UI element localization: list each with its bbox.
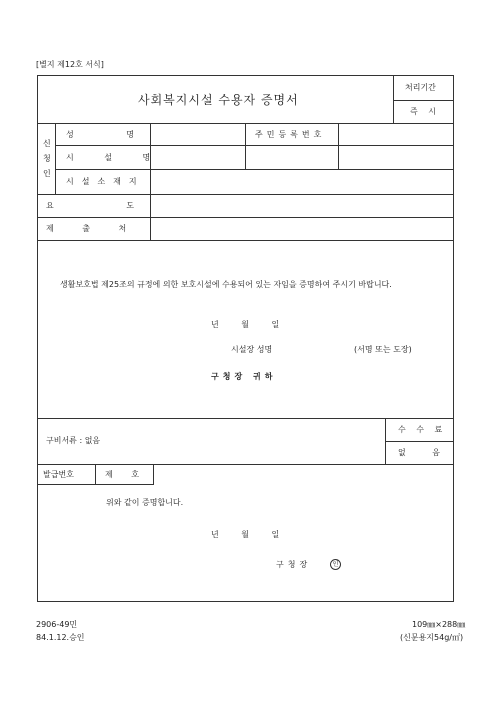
processing-divider [393, 75, 394, 123]
id-label-right-divider [338, 123, 339, 169]
applicant-label-3: 인 [43, 169, 51, 178]
rule-submit-bottom [37, 240, 454, 241]
request-statement: 생활보호법 제25조의 규정에 의한 보호시설에 수용되어 있는 자임을 증명하여 주시기 바랍니다. [60, 280, 392, 289]
form-number-label: [별지 제12호 서식] [36, 60, 104, 69]
rule-applicant-bottom [37, 194, 454, 195]
name-label: 성 명 [66, 130, 134, 139]
processing-period-label: 처리기간 [405, 83, 436, 92]
applicant-label-1: 신 [43, 139, 51, 148]
label-column-divider [150, 123, 151, 240]
rule-documents-bottom [37, 464, 454, 465]
rule-facility-bottom [55, 169, 454, 170]
applicant-label-2: 청 [43, 154, 51, 163]
facility-address-label: 시설소재지 [66, 177, 145, 186]
document-title: 사회복지시설 수용자 증명서 [138, 93, 299, 107]
issue-number-divider [95, 464, 96, 484]
issuer-title: 구청장 [276, 560, 312, 569]
id-label-left-divider [245, 123, 246, 169]
approval-date: 84.1.12.승인 [36, 633, 85, 642]
issue-date: 년 월 일 [211, 530, 280, 539]
required-documents: 구비서류 : 없음 [46, 436, 101, 445]
issue-number-prefix: 제 호 [105, 470, 139, 479]
fee-value: 없 음 [398, 448, 440, 457]
rule-purpose-bottom [37, 217, 454, 218]
facility-name-label: 시 설 명 [66, 153, 165, 162]
official-seal-mark: 인 [330, 559, 341, 570]
processing-split [393, 100, 454, 101]
addressee: 구청장 귀하 [211, 372, 277, 381]
facility-head-name-label: 시설장 성명 [231, 345, 273, 354]
rule-documents-top [37, 418, 454, 419]
issue-number-bottom [37, 484, 154, 485]
application-date: 년 월 일 [211, 320, 280, 329]
processing-period-value: 즉 시 [410, 107, 440, 116]
form-code: 2906-49민 [36, 620, 78, 629]
applicant-group-divider [55, 123, 56, 194]
rule-name-bottom [55, 145, 454, 146]
issue-number-label: 발급번호 [43, 470, 74, 479]
paper-size: 109㎜×288㎜ [412, 620, 466, 629]
paper-type: (신문용지54g/㎡) [400, 633, 464, 642]
fee-label: 수 수 료 [398, 425, 447, 434]
issue-number-box-right [153, 464, 154, 484]
submit-to-label: 제 출 처 [46, 224, 127, 233]
certification-text: 위와 같이 증명합니다. [106, 498, 184, 507]
resident-number-label: 주민등록번호 [255, 130, 326, 139]
fee-split [385, 441, 454, 442]
purpose-label: 요 도 [46, 201, 134, 210]
signature-hint: (서명 또는 도장) [354, 345, 412, 354]
